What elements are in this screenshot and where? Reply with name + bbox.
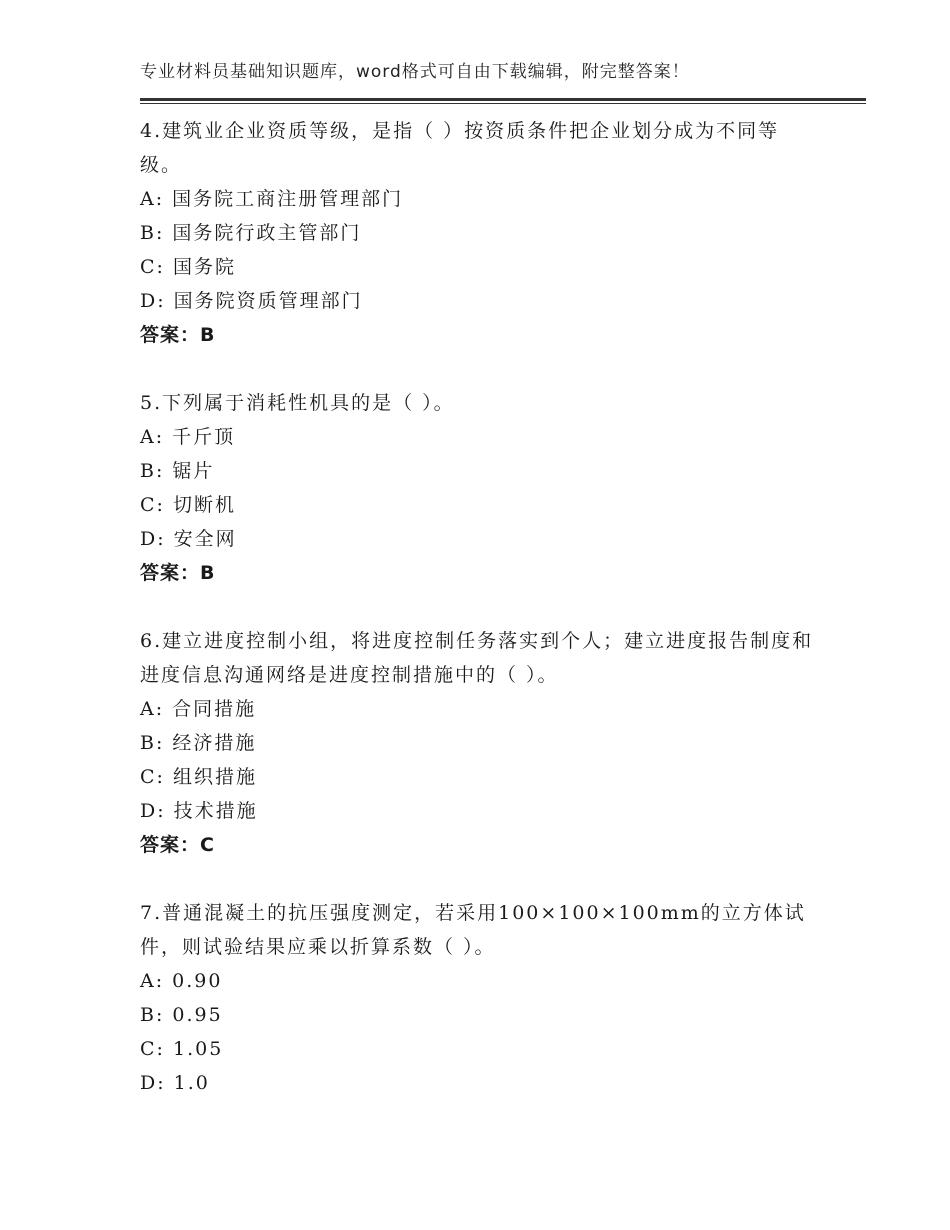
header-divider-thin	[140, 103, 866, 104]
question-5	[140, 386, 820, 590]
option-c: C: 1.05	[140, 1038, 224, 1060]
answer-label: 答案：B	[140, 324, 216, 346]
question-4	[140, 114, 820, 352]
option-a: A: 千斤顶	[140, 426, 236, 448]
question-text: 7.普通混凝土的抗压强度测定，若采用100×100×100mm的立方体试件，则试验结果应乘以折算系数（ ）。	[140, 902, 806, 958]
option-a: A: 国务院工商注册管理部门	[140, 188, 404, 210]
option-c: C: 切断机	[140, 494, 236, 516]
option-b: B: 国务院行政主管部门	[140, 222, 362, 244]
option-d: D: 安全网	[140, 528, 237, 550]
option-d: D: 国务院资质管理部门	[140, 290, 363, 312]
question-6	[140, 624, 820, 862]
option-d: D: 1.0	[140, 1072, 210, 1094]
option-c: C: 国务院	[140, 256, 236, 278]
header-divider-thick	[140, 98, 866, 101]
answer-label: 答案：B	[140, 562, 216, 584]
option-a: A: 0.90	[140, 970, 223, 992]
option-b: B: 锯片	[140, 460, 215, 482]
question-text: 6.建立进度控制小组，将进度控制任务落实到个人；建立进度报告制度和进度信息沟通网络是进度控制措施中的（ ）。	[140, 630, 814, 686]
answer-label: 答案：C	[140, 834, 215, 856]
option-b: B: 经济措施	[140, 732, 257, 754]
option-c: C: 组织措施	[140, 766, 257, 788]
question-list	[140, 114, 820, 1134]
option-a: A: 合同措施	[140, 698, 257, 720]
question-text: 4.建筑业企业资质等级，是指（ ）按资质条件把企业划分成为不同等级。	[140, 120, 780, 176]
option-d: D: 技术措施	[140, 800, 258, 822]
question-text: 5.下列属于消耗性机具的是（ ）。	[140, 392, 455, 414]
page-header: 专业材料员基础知识题库，word格式可自由下载编辑，附完整答案！	[140, 62, 690, 82]
option-b: B: 0.95	[140, 1004, 223, 1026]
question-7	[140, 896, 820, 1100]
